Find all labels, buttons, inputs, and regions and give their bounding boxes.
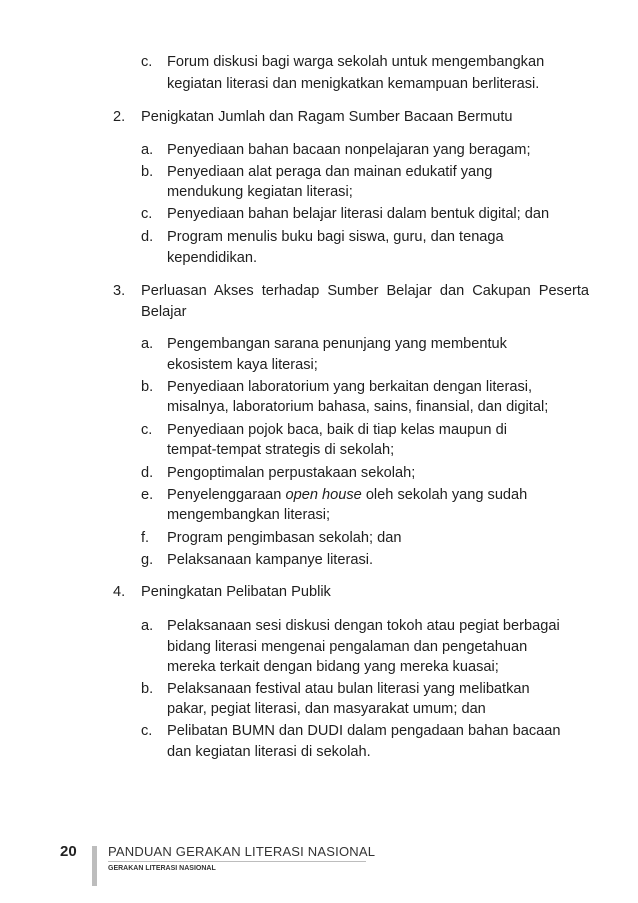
- item-marker: c.: [141, 422, 153, 438]
- section-number: 4.: [113, 584, 126, 600]
- section-title: Perluasan Akses terhadap Sumber Belajar dan Cakupan Peserta: [141, 283, 589, 299]
- section-title: Peningkatan Pelibatan Publik: [141, 584, 331, 600]
- item-marker: a.: [141, 618, 154, 634]
- item-text-part: Penyelenggaraan: [167, 487, 286, 503]
- section-number: 2.: [113, 109, 126, 125]
- section-title: Penigkatan Jumlah dan Ragam Sumber Bacaan Bermutu: [141, 109, 513, 125]
- item-text: misalnya, laboratorium bahasa, sains, finansial, dan digital;: [167, 399, 549, 415]
- section-title: Belajar: [141, 304, 187, 320]
- section-number: 3.: [113, 283, 126, 299]
- item-marker: a.: [141, 142, 154, 158]
- item-text: Penyediaan pojok baca, baik di tiap kelas maupun di: [167, 422, 507, 438]
- item-text: Forum diskusi bagi warga sekolah untuk mengembangkan: [167, 54, 545, 70]
- item-text: dan kegiatan literasi di sekolah.: [167, 744, 371, 760]
- item-marker: d.: [141, 465, 154, 481]
- item-marker: a.: [141, 336, 154, 352]
- item-marker: c.: [141, 54, 153, 70]
- item-text: mengembangkan literasi;: [167, 507, 331, 523]
- item-text: Pelaksanaan sesi diskusi dengan tokoh atau pegiat berbagai: [167, 618, 560, 634]
- item-text: Pelaksanaan kampanye literasi.: [167, 552, 374, 568]
- item-text: pakar, pegiat literasi, dan masyarakat umum; dan: [167, 701, 486, 717]
- item-text: kependidikan.: [167, 250, 258, 266]
- item-text-part: oleh sekolah yang sudah: [361, 487, 528, 503]
- item-text: Program menulis buku bagi siswa, guru, dan tenaga: [167, 229, 504, 245]
- item-text: [167, 485, 527, 506]
- page-number: 20: [60, 843, 77, 860]
- item-text: Pelaksanaan festival atau bulan literasi yang melibatkan: [167, 681, 530, 697]
- item-text: Penyediaan laboratorium yang berkaitan dengan literasi,: [167, 379, 533, 395]
- footer-title: PANDUAN GERAKAN LITERASI NASIONAL: [108, 844, 376, 859]
- item-marker: b.: [141, 681, 154, 697]
- item-text: mendukung kegiatan literasi;: [167, 184, 353, 200]
- item-text-emphasis: open house: [285, 487, 362, 503]
- item-marker: b.: [141, 379, 154, 395]
- footer-subtitle: GERAKAN LITERASI NASIONAL: [108, 865, 216, 872]
- item-text: ekosistem kaya literasi;: [167, 357, 318, 373]
- item-marker: g.: [141, 552, 154, 568]
- item-marker: b.: [141, 164, 154, 180]
- item-text: Penyediaan bahan bacaan nonpelajaran yang beragam;: [167, 142, 531, 158]
- item-text: bidang literasi mengenai pengalaman dan pengetahuan: [167, 639, 528, 655]
- item-text: Penyediaan alat peraga dan mainan edukatif yang: [167, 164, 493, 180]
- item-text: mereka terkait dengan bidang yang mereka kuasai;: [167, 659, 499, 675]
- item-marker: c.: [141, 206, 153, 222]
- item-text: Program pengimbasan sekolah; dan: [167, 530, 402, 546]
- item-marker: d.: [141, 229, 154, 245]
- item-text: kegiatan literasi dan menigkatkan kemampuan berliterasi.: [167, 76, 540, 92]
- item-marker: e.: [141, 487, 154, 503]
- footer-rule: [108, 861, 366, 862]
- item-text: Pengoptimalan perpustakaan sekolah;: [167, 465, 416, 481]
- item-text: Pelibatan BUMN dan DUDI dalam pengadaan bahan bacaan: [167, 723, 561, 739]
- item-text: tempat-tempat strategis di sekolah;: [167, 442, 395, 458]
- item-marker: f.: [141, 530, 150, 546]
- footer-divider-bar: [92, 846, 97, 886]
- item-text: Pengembangan sarana penunjang yang membentuk: [167, 336, 507, 352]
- item-text: Penyediaan bahan belajar literasi dalam bentuk digital; dan: [167, 206, 550, 222]
- item-marker: c.: [141, 723, 153, 739]
